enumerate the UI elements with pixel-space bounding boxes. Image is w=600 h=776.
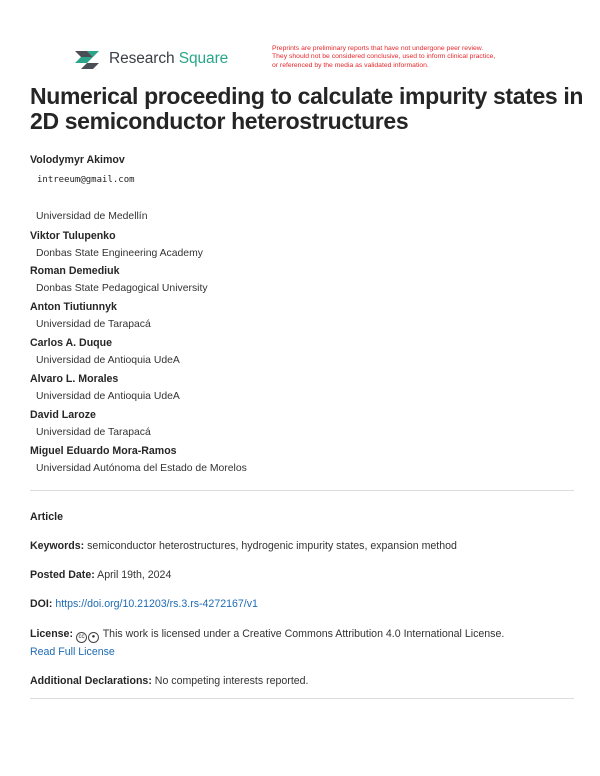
article-type: Article xyxy=(30,511,63,523)
author-email[interactable]: intreeum@gmail.com xyxy=(37,175,135,185)
preprint-notice xyxy=(272,45,572,70)
posted-date xyxy=(30,569,171,581)
author-affiliation: Universidad de Antioquia UdeA xyxy=(36,391,180,402)
notice-line: Preprints are preliminary reports that have not undergone peer review. xyxy=(272,45,484,52)
logo-text: Research Square xyxy=(109,50,229,67)
divider xyxy=(30,490,574,491)
posted-label: Posted Date: xyxy=(30,569,95,581)
author-affiliation: Universidad de Tarapacá xyxy=(36,427,151,438)
license-label: License: xyxy=(30,628,73,640)
doi-label: DOI: xyxy=(30,598,53,610)
author-name[interactable]: Carlos A. Duque xyxy=(30,337,113,349)
author-name[interactable]: Anton Tiutiunnyk xyxy=(30,301,117,313)
author-name[interactable]: Alvaro L. Morales xyxy=(30,373,119,385)
read-full-license-link[interactable]: Read Full License xyxy=(30,646,115,658)
author-name[interactable]: David Laroze xyxy=(30,409,96,421)
author-name[interactable]: Miguel Eduardo Mora-Ramos xyxy=(30,445,177,457)
keywords xyxy=(30,540,457,552)
cc-icon: cc xyxy=(76,632,87,643)
paper-title: Numerical proceeding to calculate impurity states in 2D semiconductor heterostructures xyxy=(30,83,584,134)
keywords-label: Keywords: xyxy=(30,540,85,552)
author-affiliation: Universidad de Medellín xyxy=(36,211,148,222)
additional-declarations xyxy=(30,675,308,687)
license xyxy=(30,628,504,643)
posted-value: April 19th, 2024 xyxy=(97,569,172,581)
doi xyxy=(30,598,258,610)
doi-link[interactable]: https://doi.org/10.21203/rs.3.rs-4272167/v1 xyxy=(55,598,258,610)
author-name[interactable]: Roman Demediuk xyxy=(30,265,120,277)
research-square-logo[interactable] xyxy=(73,47,228,71)
author-name[interactable]: Viktor Tulupenko xyxy=(30,230,116,242)
author-affiliation: Universidad de Antioquia UdeA xyxy=(36,355,180,366)
notice-line: They should not be considered conclusive, used to inform clinical practice, xyxy=(272,53,496,61)
author-affiliation: Donbas State Pedagogical University xyxy=(36,283,208,294)
by-attribution-icon: ● xyxy=(88,632,99,643)
author-name[interactable]: Volodymyr Akimov xyxy=(30,154,125,166)
author-affiliation: Donbas State Engineering Academy xyxy=(36,248,203,259)
keywords-value: semiconductor heterostructures, hydrogenic impurity states, expansion method xyxy=(87,540,457,552)
declarations-label: Additional Declarations: xyxy=(30,675,152,687)
author-affiliation: Universidad Autónoma del Estado de Morelos xyxy=(36,463,247,474)
license-text: This work is licensed under a Creative Commons Attribution 4.0 International License. xyxy=(102,628,505,640)
research-square-logo-icon xyxy=(73,48,101,70)
notice-line: or referenced by the media as validated information. xyxy=(272,61,429,69)
declarations-value: No competing interests reported. xyxy=(154,675,309,687)
author-affiliation: Universidad de Tarapacá xyxy=(36,319,151,330)
divider xyxy=(30,698,574,699)
